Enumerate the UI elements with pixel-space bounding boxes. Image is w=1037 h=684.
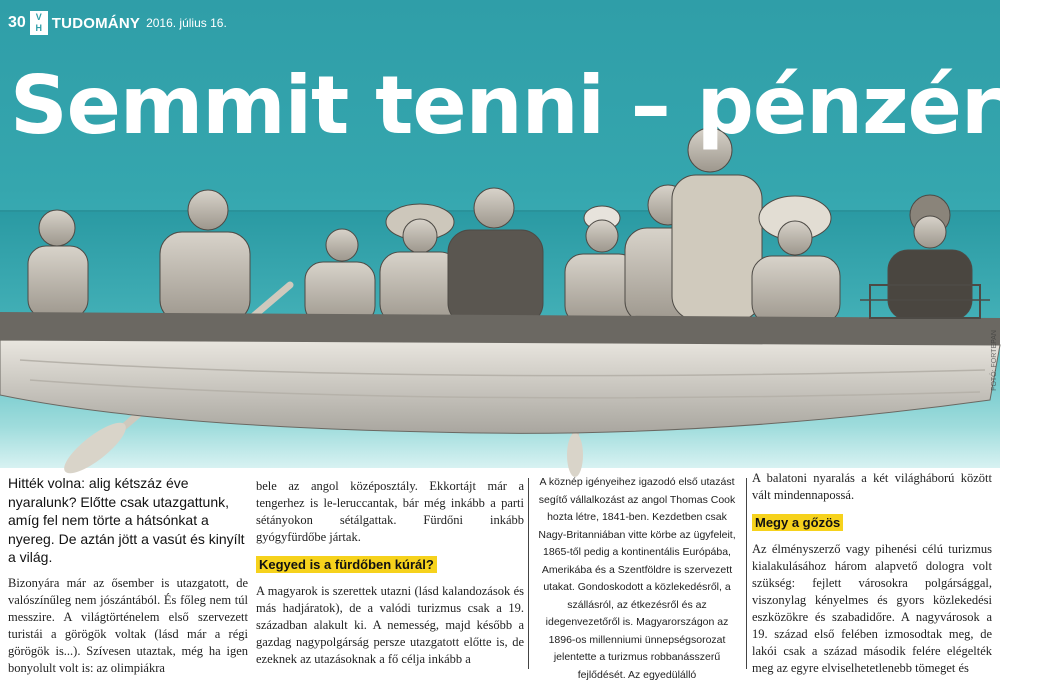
article-headline: Semmit tenni – pénzért: [10, 59, 1037, 152]
body-text: Bizonyára már az ősember is utazgatott, de valószínűleg nem jószántából. És főleg nem túl messzire. A világtörténelem első szervezett turistái a görögök voltak (lásd már a régi görögök is...). Szívesen utaztak, még ha igen bonyolult volt is: az olimpiákra: [8, 575, 248, 675]
issue-date: 2016. július 16.: [146, 16, 227, 30]
article-column-4: [752, 468, 992, 675]
body-text: A balatoni nyaralás a két világháború között vált mindennapossá.: [752, 471, 992, 502]
subheading: Megy a gőzös: [752, 514, 843, 531]
logo-letter-top: V: [35, 12, 42, 22]
logo-letter-bottom: H: [35, 23, 43, 33]
section-name: TUDOMÁNY: [51, 14, 141, 32]
subheading: Kegyed is a fürdőben kúrál?: [256, 556, 437, 573]
article-column-1: [8, 468, 248, 675]
sidebar-box: [532, 468, 742, 681]
body-text: A magyarok is szerettek utazni (lásd kalandozások és más hadjáratok), de a valódi turizmus csak a 19. században alakult ki. A nemesség, majd később a gazdag nagypolgárság persze utazgatott előtte is, de ezeknek az utazásoknak a fő célja inkább a: [256, 584, 524, 666]
body-text: bele az angol középosztály. Ekkortájt már a tengerhez is le-leruccantak, bár még inkább a parti sétányokon sétálgattak. Fürdőni inkább gyógyfürdőbe jártak.: [256, 479, 524, 544]
photo-credit: FOTÓ: FORTEPAN: [991, 330, 998, 391]
article-column-2: [256, 468, 524, 669]
sidebar-text: A köznép igényeihez igazodó első utazást segítő vállalkozást az angol Thomas Cook hozta létre, 1841-ben. Kezdetben csak Nagy-Britanniában vitte körbe az ügyfeleit, 1865-től pedig a kontinentális Európába, Amerikába és a Szentföldre is szervezett utakat. Gondoskodott a közlekedésről, a szállásról, az étkezésről és az idegenvezetőről is. Magyarországon az 1896-os millenniumi ünnepségsorozat jelentette a turizmus robbanásszerű fejlődését. Az egyedülálló: [538, 476, 736, 681]
publication-logo: [30, 11, 48, 35]
body-text: Az élményszerző vagy pihenési célú turizmus kialakulásához három alapvető dologra volt szükség: fejlett városokra polgársággal, viszonylag kényelmes és gyors közlekedési eszközökre és szabadidőre. A nagyvárosok a 19. század első felében izmosodtak meg, de lakói csak a század második felére elégelték meg az egyre elviselhetetlenebb tömeget és: [752, 542, 992, 675]
page-number: 30: [8, 14, 26, 31]
column-divider: [746, 478, 747, 669]
page-header: [8, 10, 227, 36]
column-divider: [528, 478, 529, 669]
article-lead: Hitték volna: alig kétszáz éve nyaralunk? Előtte csak utazgattunk, amíg fel nem törte a hátsónkat a nyereg. De aztán jött a vasút és kinyílt a világ.: [8, 475, 245, 565]
